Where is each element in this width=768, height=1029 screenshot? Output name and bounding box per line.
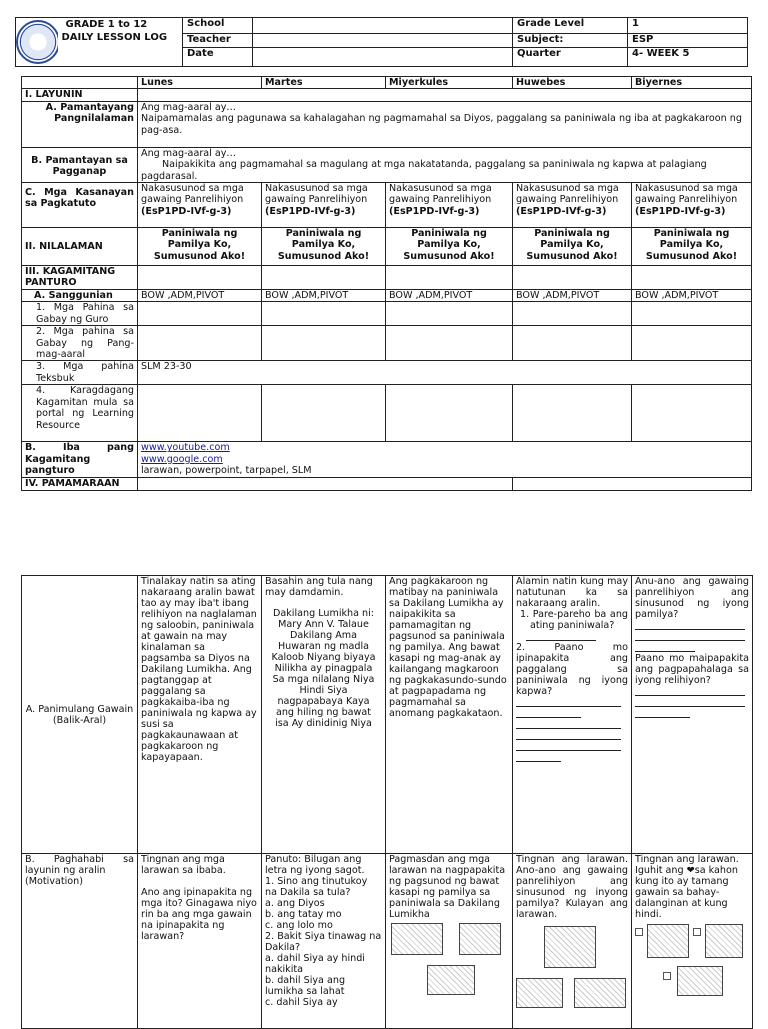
- iba-pang-kagamitan-value: [138, 442, 752, 478]
- competency-cell: [138, 183, 262, 228]
- pamantayan-sa-pagganap-text: [138, 147, 752, 182]
- lunes-motivation: [138, 854, 262, 1029]
- poem-line: Hindi Siya: [299, 685, 348, 696]
- competency-text: Nakasusunod sa mga gawaing Panrelihiyon: [265, 183, 368, 206]
- answer-line: [635, 631, 745, 641]
- grade-level-label: Grade Level: [513, 18, 628, 34]
- review-intro: Alamin natin kung may natutunan ka sa nakaraang aralin.: [516, 576, 628, 609]
- playing-in-church-image: [705, 924, 743, 958]
- empty-cell: [632, 326, 752, 361]
- competency-code: (EsP1PD-IVf-g-3): [141, 205, 232, 217]
- competency-text: Nakasusunod sa mga gawaing Panrelihiyon: [141, 183, 244, 206]
- poem-line: Nilikha ay pinagpala: [274, 663, 373, 674]
- header-table: [15, 17, 748, 67]
- review-question-2: 2. Paano mo ipinapakita ang paggalang sa paniniwala ng iyong kapwa?: [516, 642, 628, 697]
- competency-cell: [632, 183, 752, 228]
- empty-cell: [138, 478, 513, 490]
- family-pictures: [389, 923, 509, 993]
- activity-pictures: [516, 926, 628, 1006]
- content-standard: Naipamamalas ang pagunawa sa kahalagahan ng pagmamahal sa Diyos, paggalang sa paniniwala ng iba at pagkakaroon ng pag-asa.: [141, 113, 742, 136]
- content-cell: Paniniwala ng Pamilya Ko, Sumusunod Ako!: [386, 228, 513, 266]
- section-layunin: I. LAYUNIN: [22, 89, 138, 101]
- competency-text: Nakasusunod sa mga gawaing Panrelihiyon: [389, 183, 492, 206]
- review-question-1: Anu-ano ang gawaing panrelihiyon ang sinusunod ng iyong pamilya?: [635, 576, 749, 620]
- biyernes-motivation: [632, 854, 753, 1029]
- grade-title: GRADE 1 to 12: [65, 19, 148, 30]
- instruction: Tingnan ang mga larawan sa ibaba.: [141, 854, 226, 876]
- instruction: Tingnan ang larawan. Ano-ano ang gawaing panrelihiyon ang sinusunod ng inyong pamilya? Kulayan ang larawan.: [516, 854, 628, 920]
- karagdagang-kagamitan-label: 4. Karagdagang Kagamitan mula sa portal ng Learning Resource: [22, 385, 138, 442]
- poem-line: ang hiling ng bawat: [275, 707, 372, 718]
- subject-label: Subject:: [513, 33, 628, 47]
- competency-code: (EsP1PD-IVf-g-3): [635, 205, 726, 217]
- poem-line: Huwaran ng madla: [277, 641, 370, 652]
- date-label: Date: [183, 48, 253, 67]
- empty-cell: [632, 266, 752, 290]
- quiz-line: 2. Bakit Siya tinawag na Dakila?: [265, 931, 382, 953]
- reference-cell: BOW ,ADM,PIVOT: [632, 290, 752, 302]
- section-nilalaman: II. NILALAMAN: [22, 228, 138, 266]
- poem-line: Sa mga nilalang Niya: [272, 674, 375, 685]
- answer-line: [526, 631, 596, 641]
- competency-code: (EsP1PD-IVf-g-3): [265, 205, 356, 217]
- lesson-objectives-table: [21, 76, 752, 491]
- instruction: Pagmasdan ang mga larawan na nagpapakita ng pagsunod ng bawat kasapi ng pamilya sa paniniwala sa Dakilang Lumikha: [389, 854, 506, 920]
- answer-line: [516, 708, 581, 718]
- content-cell: Paniniwala ng Pamilya Ko, Sumusunod Ako!: [138, 228, 262, 266]
- teacher-label: Teacher: [183, 33, 253, 47]
- gabay-guro-label: 1. Mga Pahina sa Gabay ng Guro: [22, 302, 138, 326]
- competency-code: (EsP1PD-IVf-g-3): [516, 205, 607, 217]
- quiz-option: c. ang lolo mo: [265, 920, 333, 931]
- answer-line: [635, 642, 695, 652]
- reference-cell: BOW ,ADM,PIVOT: [262, 290, 386, 302]
- pamantayang-pangnilalaman-text: [138, 101, 752, 147]
- quarter-value: 4- WEEK 5: [628, 48, 748, 67]
- review-question-2: Paano mo maipapakita ang pagpapahalaga sa iyong relihiyon?: [635, 653, 749, 686]
- review-question-1: 1. Pare-pareho ba ang ating paniniwala?: [520, 609, 628, 631]
- day-header: Miyerkules: [386, 77, 513, 89]
- answer-checkbox[interactable]: [663, 972, 671, 980]
- empty-cell: [138, 385, 262, 442]
- title-cell: [58, 18, 183, 67]
- paghahabi-label: [22, 854, 138, 1029]
- empty-cell: [632, 302, 752, 326]
- question: Ano ang ipinapakita ng mga ito? Ginagawa niyo rin ba ang mga gawain na ipinapakita ng larawan?: [141, 887, 257, 942]
- answer-checkbox[interactable]: [635, 928, 643, 936]
- empty-cell: [632, 385, 752, 442]
- poem-line: Kaloob Niyang biyaya: [271, 652, 376, 663]
- checkbox-pictures: [635, 924, 749, 994]
- lunes-balik-aral: Tinalakay natin sa ating nakaraang aralin bawat tao ay may iba't ibang relihiyon na naglalaman ng saloobin, paniniwala at gawain na may kinalaman sa pagsamba sa Diyos na Dakilang Lumikha. Ang pagtanggap at paggalang sa pagkakaiba-iba ng paniniwala ng kapwa ay susi sa pagkakaunawaan at pagkakaroon ng kapayapaan.: [138, 576, 262, 854]
- church-family-image: [459, 923, 501, 955]
- answer-checkbox[interactable]: [693, 928, 701, 936]
- answer-line: [516, 741, 621, 751]
- day-header: Martes: [262, 77, 386, 89]
- deped-seal-icon: [16, 20, 58, 64]
- date-value: [253, 48, 513, 67]
- competency-text: Nakasusunod sa mga gawaing Panrelihiyon: [516, 183, 619, 206]
- poem-line: nagpapabaya Kaya: [277, 696, 370, 707]
- praying-image: [677, 966, 723, 996]
- empty-cell: [138, 326, 262, 361]
- quiz-option: c. dahil Siya ay: [265, 997, 338, 1008]
- intro-line: Ang mag-aaral ay…: [141, 147, 237, 159]
- poem-line: Mary Ann V. Talaue: [278, 619, 369, 630]
- empty-cell: [386, 385, 513, 442]
- biyernes-balik-aral: [632, 576, 753, 854]
- miyerkules-motivation: [386, 854, 513, 1029]
- family-reading-image: [427, 965, 475, 995]
- step-subtitle: (Motivation): [25, 876, 83, 887]
- poem: [265, 608, 382, 729]
- teksbuk-label: 3. Mga pahina Teksbuk: [22, 361, 138, 385]
- church-behavior-image: [647, 924, 689, 958]
- empty-cell: [513, 478, 752, 490]
- praying-family-image: [391, 923, 443, 955]
- empty-cell: [513, 385, 632, 442]
- content-cell: Paniniwala ng Pamilya Ko, Sumusunod Ako!: [262, 228, 386, 266]
- youtube-link[interactable]: www.youtube.com: [141, 442, 230, 454]
- materials-text: larawan, powerpoint, tarpapel, SLM: [141, 465, 312, 477]
- panimulang-gawain-label: [22, 576, 138, 854]
- martes-balik-aral: [262, 576, 386, 854]
- huwebes-motivation: [513, 854, 632, 1029]
- answer-line: [635, 686, 745, 696]
- answer-line: [635, 697, 745, 707]
- poem-intro: Basahin ang tula nang may damdamin.: [265, 576, 373, 598]
- empty-cell: [513, 266, 632, 290]
- answer-line: [635, 708, 690, 718]
- quiz-option: b. ang tatay mo: [265, 909, 342, 920]
- day-header: Lunes: [138, 77, 262, 89]
- quiz-option: a. dahil Siya ay hindi nakikita: [265, 953, 365, 975]
- prayer-image: [574, 978, 626, 1008]
- answer-line: [516, 719, 621, 729]
- empty-cell: [386, 266, 513, 290]
- poem-line: isa Ay dinidinig Niya: [275, 718, 372, 729]
- subject-value: ESP: [628, 33, 748, 47]
- school-value: [253, 18, 513, 34]
- poem-line: Dakilang Ama: [289, 630, 358, 641]
- answer-line: [516, 730, 621, 740]
- empty-cell: [138, 89, 752, 101]
- reference-cell: BOW ,ADM,PIVOT: [138, 290, 262, 302]
- intro-line: Ang mag-aaral ay…: [141, 101, 237, 113]
- pamantayan-sa-pagganap-label: B. Pamantayan sa Pagganap: [22, 147, 138, 182]
- empty-cell: [262, 385, 386, 442]
- deped-seal-cell: [16, 18, 58, 67]
- log-title: DAILY LESSON LOG: [61, 32, 168, 43]
- google-link[interactable]: www.google.com: [141, 453, 223, 465]
- step-title: A. Panimulang Gawain: [25, 703, 134, 715]
- empty-cell: [513, 302, 632, 326]
- empty-cell: [262, 326, 386, 361]
- pamantayang-pangnilalaman-label: A. Pamantayang Pangnilalaman: [22, 101, 138, 147]
- school-label: School: [183, 18, 253, 34]
- mosque-image: [516, 978, 563, 1008]
- step-title: B. Paghahabi sa layunin ng aralin: [25, 854, 134, 876]
- teksbuk-value: SLM 23-30: [138, 361, 752, 385]
- day-header: Biyernes: [632, 77, 752, 89]
- church-service-image: [544, 926, 596, 968]
- empty-cell: [513, 326, 632, 361]
- instruction: Tingnan ang larawan. Iguhit ang ❤sa kahon kung ito ay tamang gawain sa bahay-dalanginan at kung hindi.: [635, 854, 739, 920]
- content-cell: Paniniwala ng Pamilya Ko, Sumusunod Ako!: [513, 228, 632, 266]
- competency-code: (EsP1PD-IVf-g-3): [389, 205, 480, 217]
- huwebes-balik-aral: [513, 576, 632, 854]
- empty-cell: [386, 302, 513, 326]
- empty-cell: [262, 302, 386, 326]
- quarter-label: Quarter: [513, 48, 628, 67]
- empty-cell: [138, 302, 262, 326]
- procedure-table: [21, 575, 753, 1029]
- step-subtitle: (Balik-Aral): [52, 714, 107, 726]
- reference-cell: BOW ,ADM,PIVOT: [513, 290, 632, 302]
- answer-line: [635, 620, 745, 630]
- iba-pang-kagamitan-label: B. Iba pang Kagamitang pangturo: [22, 442, 138, 478]
- quiz-option: b. dahil Siya ang lumikha sa lahat: [265, 975, 346, 997]
- martes-motivation: [262, 854, 386, 1029]
- quiz-option: a. ang Diyos: [265, 898, 325, 909]
- competency-cell: [386, 183, 513, 228]
- competency-text: Nakasusunod sa mga gawaing Panrelihiyon: [635, 183, 738, 206]
- section-kagamitan: III. KAGAMITANG PANTURO: [22, 266, 138, 290]
- teacher-value: [253, 33, 513, 47]
- content-cell: Paniniwala ng Pamilya Ko, Sumusunod Ako!: [632, 228, 752, 266]
- answer-line: [516, 697, 621, 707]
- performance-standard: Naipakikita ang pagmamahal sa magulang at mga nakatatanda, paggalang sa paniniwala ng kapwa at palagiang pagdarasal.: [141, 159, 707, 182]
- instruction: Panuto: Bilugan ang letra ng iyong sagot.: [265, 854, 365, 876]
- section-pamamaraan: IV. PAMAMARAAN: [22, 478, 138, 490]
- answer-line: [516, 752, 561, 762]
- kasanayan-label: C. Mga Kasanayan sa Pagkatuto: [22, 183, 138, 228]
- empty-cell: [386, 326, 513, 361]
- miyerkules-balik-aral: Ang pagkakaroon ng matibay na paniniwala sa Dakilang Lumikha ay naipakikita sa pamamagitan ng pagsunod sa paniniwala ng pamilya. Ang bawat kasapi ng mag-anak ay kailangang magkaroon ng pagkakasundo-sundo at pagpapadama ng pagmamahal sa anomang pagkakataon.: [386, 576, 513, 854]
- competency-cell: [262, 183, 386, 228]
- reference-cell: BOW ,ADM,PIVOT: [386, 290, 513, 302]
- quiz-line: 1. Sino ang tinutukoy na Dakila sa tula?: [265, 876, 368, 898]
- sanggunian-label: A. Sanggunian: [22, 290, 138, 302]
- competency-cell: [513, 183, 632, 228]
- gabay-mag-aaral-label: 2. Mga pahina sa Gabay ng Pang-mag-aaral: [22, 326, 138, 361]
- poem-line: Dakilang Lumikha ni:: [272, 608, 375, 619]
- grade-level-value: 1: [628, 18, 748, 34]
- empty-corner: [22, 77, 138, 89]
- day-header: Huwebes: [513, 77, 632, 89]
- empty-cell: [138, 266, 262, 290]
- empty-cell: [262, 266, 386, 290]
